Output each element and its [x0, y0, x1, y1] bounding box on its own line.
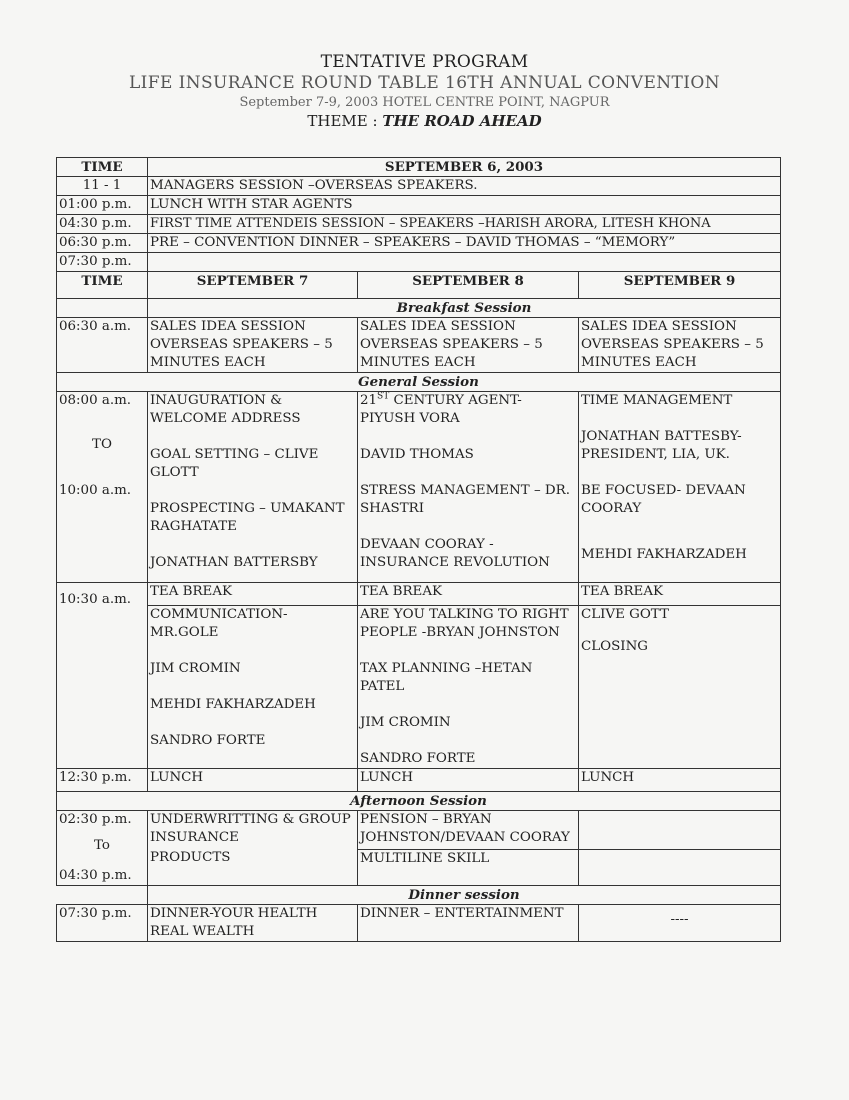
afternoon-sept9-a	[579, 811, 781, 850]
time-column-header: TIME	[57, 158, 148, 177]
general-sept9	[579, 392, 781, 583]
lunch-sept8: LUNCH	[358, 769, 579, 792]
afternoon-sept9-b	[579, 849, 781, 886]
breakfast-session-title: Breakfast Session	[148, 299, 781, 318]
row-event: MANAGERS SESSION –OVERSEAS SPEAKERS.	[148, 177, 781, 196]
tea-break-row	[57, 583, 781, 606]
row-event: FIRST TIME ATTENDEIS SESSION – SPEAKERS –HARISH ARORA, LITESH KHONA	[148, 215, 781, 234]
row-time: 12:30 p.m.	[57, 769, 148, 792]
list-item: BE FOCUSED- DEVAAN COORAY	[581, 483, 746, 516]
breakfast-row	[57, 318, 781, 373]
convention-title: LIFE INSURANCE ROUND TABLE 16TH ANNUAL CONVENTION	[128, 73, 721, 93]
row-event: PRE – CONVENTION DINNER – SPEAKERS – DAVID THOMAS – “MEMORY”	[148, 234, 781, 253]
list-item: TIME MANAGEMENT	[581, 393, 733, 408]
list-item: MEHDI FAKHARZADEH	[581, 547, 747, 562]
lunch-sept9: LUNCH	[579, 769, 781, 792]
list-item: STRESS MANAGEMENT – DR. SHASTRI	[360, 483, 570, 516]
general-after-tea-row	[57, 606, 781, 769]
days-header-row	[57, 272, 781, 299]
ordinal-suffix: ST	[377, 391, 390, 402]
tea-time-cell	[57, 583, 148, 769]
list-item: INAUGURATION & WELCOME ADDRESS	[150, 393, 301, 426]
afternoon-sept7-b: PRODUCTS	[148, 849, 358, 886]
list-item: SANDRO FORTE	[360, 751, 476, 766]
tea-sept8: TEA BREAK	[358, 583, 579, 606]
row-time: 07:30 p.m.	[57, 905, 148, 942]
list-item: ARE YOU TALKING TO RIGHT PEOPLE -BRYAN JOHNSTON	[360, 607, 569, 640]
list-item: COMMUNICATION-MR.GOLE	[150, 607, 288, 640]
table-row	[57, 215, 781, 234]
blank-cell	[57, 886, 148, 905]
dinner-sept7: DINNER-YOUR HEALTH REAL WEALTH	[148, 905, 358, 942]
general-session-heading	[57, 373, 781, 392]
time-to: To	[94, 838, 110, 853]
afternoon-time-cell	[57, 811, 148, 886]
blank-cell	[57, 299, 148, 318]
afternoon-row-b	[57, 849, 781, 886]
breakfast-sept8: SALES IDEA SESSION OVERSEAS SPEAKERS – 5 MINUTES EACH	[358, 318, 579, 373]
row-time: 01:00 p.m.	[57, 196, 148, 215]
list-item: JIM CROMIN	[150, 661, 241, 676]
dinner-session-heading	[57, 886, 781, 905]
dinner-sept9: ----	[579, 905, 781, 942]
list-item: JONATHAN BATTERSBY	[150, 555, 318, 570]
breakfast-sept7: SALES IDEA SESSION OVERSEAS SPEAKERS – 5 MINUTES EACH	[148, 318, 358, 373]
table-row	[57, 253, 781, 272]
time-start: 02:30 p.m.	[59, 812, 132, 827]
after-tea-sept9	[579, 606, 781, 769]
list-item	[360, 392, 576, 428]
row-time: 06:30 p.m.	[57, 234, 148, 253]
day0-header-row	[57, 158, 781, 177]
after-tea-sept7	[148, 606, 358, 769]
time-to: TO	[92, 437, 112, 452]
dinner-session-title: Dinner session	[148, 886, 781, 905]
ordinal-rest: CENTURY AGENT-PIYUSH VORA	[360, 393, 522, 426]
theme-label: THEME :	[307, 112, 383, 130]
afternoon-row-a	[57, 811, 781, 850]
general-session-title: General Session	[57, 373, 781, 392]
program-title: TENTATIVE PROGRAM	[320, 52, 529, 72]
list-item: DEVAAN COORAY - INSURANCE REVOLUTION	[360, 537, 550, 570]
row-time: 04:30 p.m.	[57, 215, 148, 234]
tea-sept7: TEA BREAK	[148, 583, 358, 606]
afternoon-session-heading	[57, 792, 781, 811]
time-start: 08:00 a.m.	[59, 393, 132, 408]
ordinal-number: 21	[360, 393, 378, 408]
lunch-row	[57, 769, 781, 792]
theme-value: THE ROAD AHEAD	[382, 112, 542, 130]
afternoon-sept8-a: PENSION – BRYAN JOHNSTON/DEVAAN COORAY	[358, 811, 579, 850]
afternoon-sept7-a: UNDERWRITTING & GROUP INSURANCE	[148, 811, 358, 850]
day0-date-header: SEPTEMBER 6, 2003	[148, 158, 781, 177]
list-item: MEHDI FAKHARZADEH	[150, 697, 316, 712]
dinner-row	[57, 905, 781, 942]
list-item: GOAL SETTING – CLIVE GLOTT	[150, 447, 319, 480]
time-end: 10:00 a.m.	[59, 483, 132, 498]
general-sept7	[148, 392, 358, 583]
time-column-header: TIME	[57, 272, 148, 299]
general-time-cell	[57, 392, 148, 583]
day-header-sept8: SEPTEMBER 8	[358, 272, 579, 299]
table-row	[57, 234, 781, 253]
lunch-sept7: LUNCH	[148, 769, 358, 792]
table-row	[57, 196, 781, 215]
list-item: DAVID THOMAS	[360, 447, 474, 462]
row-time: 07:30 p.m.	[57, 253, 148, 272]
day-header-sept7: SEPTEMBER 7	[148, 272, 358, 299]
row-event: LUNCH WITH STAR AGENTS	[148, 196, 781, 215]
list-item: TAX PLANNING –HETAN PATEL	[360, 661, 533, 694]
day-header-sept9: SEPTEMBER 9	[579, 272, 781, 299]
breakfast-sept9: SALES IDEA SESSION OVERSEAS SPEAKERS – 5 MINUTES EACH	[579, 318, 781, 373]
tea-sept9: TEA BREAK	[579, 583, 781, 606]
list-item: CLIVE GOTT	[581, 607, 669, 622]
general-sept8	[358, 392, 579, 583]
afternoon-session-title: Afternoon Session	[57, 792, 781, 811]
afternoon-sept8-b: MULTILINE SKILL	[358, 849, 579, 886]
general-main-row	[57, 392, 781, 583]
row-time: 06:30 a.m.	[57, 318, 148, 373]
program-table	[56, 157, 781, 942]
after-tea-sept8	[358, 606, 579, 769]
time-end: 04:30 p.m.	[59, 868, 132, 883]
row-time: 11 - 1	[57, 177, 148, 196]
theme-line	[0, 112, 849, 130]
list-item: CLOSING	[581, 639, 648, 654]
convention-dates-venue: September 7-9, 2003 HOTEL CENTRE POINT, NAGPUR	[239, 95, 610, 110]
list-item: PROSPECTING – UMAKANT RAGHATATE	[150, 501, 345, 534]
dinner-sept8: DINNER – ENTERTAINMENT	[358, 905, 579, 942]
breakfast-session-heading	[57, 299, 781, 318]
list-item: JIM CROMIN	[360, 715, 451, 730]
row-time: 10:30 a.m.	[59, 592, 132, 607]
row-event	[148, 253, 781, 272]
table-row	[57, 177, 781, 196]
list-item: SANDRO FORTE	[150, 733, 266, 748]
list-item: JONATHAN BATTESBY-PRESIDENT, LIA, UK.	[581, 429, 742, 462]
